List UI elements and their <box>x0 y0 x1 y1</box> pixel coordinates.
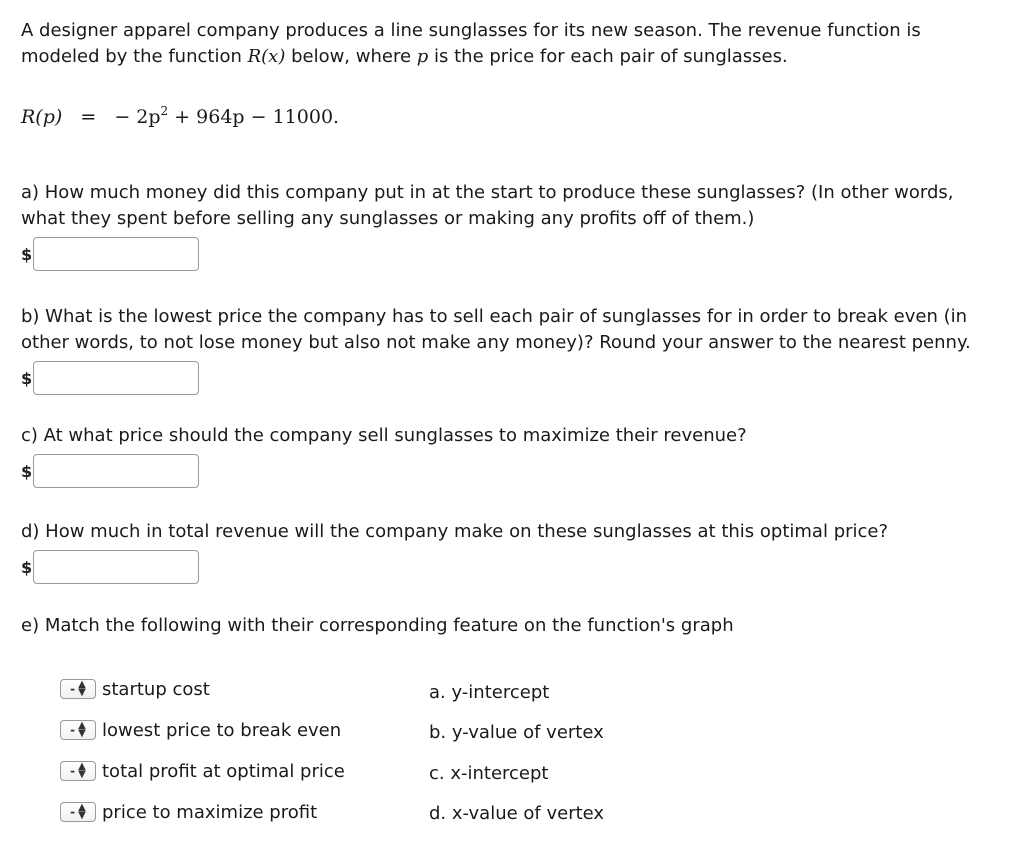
dollar-sign: $ <box>21 368 33 388</box>
equation-term2: + 964p − 11000. <box>168 106 340 128</box>
intro-text-mid: below, where <box>285 46 417 67</box>
answer-d-input[interactable] <box>33 550 199 584</box>
intro-paragraph <box>21 18 1001 70</box>
dollar-sign: $ <box>21 461 33 481</box>
answer-b-row <box>21 358 1001 398</box>
select-value: - <box>70 723 76 737</box>
option-x-intercept: c. x-intercept <box>429 763 549 784</box>
answer-a-input[interactable] <box>33 237 199 271</box>
select-arrows-icon: ▲ ▼ <box>78 802 86 821</box>
question-b-text: b) What is the lowest price the company has to sell each pair of sunglasses for in order to break even (in other words, to not lose money but also not make any money)? Round your answer to the nearest penny. <box>21 306 971 353</box>
select-arrows-icon: ▲ ▼ <box>78 679 86 698</box>
match-select-2[interactable] <box>60 720 96 740</box>
match-item-total-profit <box>60 758 345 784</box>
match-label: lowest price to break even <box>102 719 342 741</box>
select-value: - <box>70 682 76 696</box>
question-c-text: c) At what price should the company sell sunglasses to maximize their revenue? <box>21 425 747 446</box>
select-value: - <box>70 805 76 819</box>
question-b <box>21 304 1001 398</box>
intro-text-end: is the price for each pair of sunglasses. <box>428 46 788 67</box>
match-select-1[interactable] <box>60 679 96 699</box>
variable-name: p <box>416 46 429 67</box>
select-arrows-icon: ▲ ▼ <box>78 761 86 780</box>
match-item-startup-cost <box>60 676 210 702</box>
question-d-text: d) How much in total revenue will the company make on these sunglasses at this optimal price? <box>21 521 889 542</box>
question-a-text: a) How much money did this company put in at the start to produce these sunglasses? (In other words, what they spent before selling any sunglasses or making any profits off of them.) <box>21 182 954 229</box>
function-name: R(x) <box>247 46 286 67</box>
answer-d-row <box>21 547 1001 587</box>
match-label: price to maximize profit <box>102 801 318 823</box>
match-select-4[interactable] <box>60 802 96 822</box>
match-select-3[interactable] <box>60 761 96 781</box>
intro-text: A designer apparel company produces a line sunglasses for its new season. The revenue function is modeled by the function <box>21 20 921 67</box>
dollar-sign: $ <box>21 557 33 577</box>
option-y-intercept: a. y-intercept <box>429 682 550 703</box>
select-value: - <box>70 764 76 778</box>
match-label: startup cost <box>102 678 210 700</box>
problem-page <box>21 18 1001 639</box>
equation-equals: = <box>80 106 97 128</box>
option-x-vertex: d. x-value of vertex <box>429 803 605 824</box>
question-c <box>21 423 1001 491</box>
match-item-max-price <box>60 799 317 825</box>
answer-b-input[interactable] <box>33 361 199 395</box>
equation-exponent: 2 <box>160 104 169 118</box>
match-label: total profit at optimal price <box>102 760 345 782</box>
answer-c-row <box>21 451 1001 491</box>
equation-term1: − 2p <box>114 106 161 128</box>
option-y-vertex: b. y-value of vertex <box>429 722 604 743</box>
question-a <box>21 180 1001 274</box>
answer-a-row <box>21 234 1001 274</box>
question-d <box>21 519 1001 587</box>
equation-lhs: R(p) <box>21 106 63 128</box>
revenue-equation <box>21 104 1001 134</box>
matching-prompt: e) Match the following with their corresponding feature on the function's graph <box>21 615 734 636</box>
answer-c-input[interactable] <box>33 454 199 488</box>
select-arrows-icon: ▲ ▼ <box>78 720 86 739</box>
dollar-sign: $ <box>21 244 33 264</box>
match-item-break-even <box>60 717 341 743</box>
